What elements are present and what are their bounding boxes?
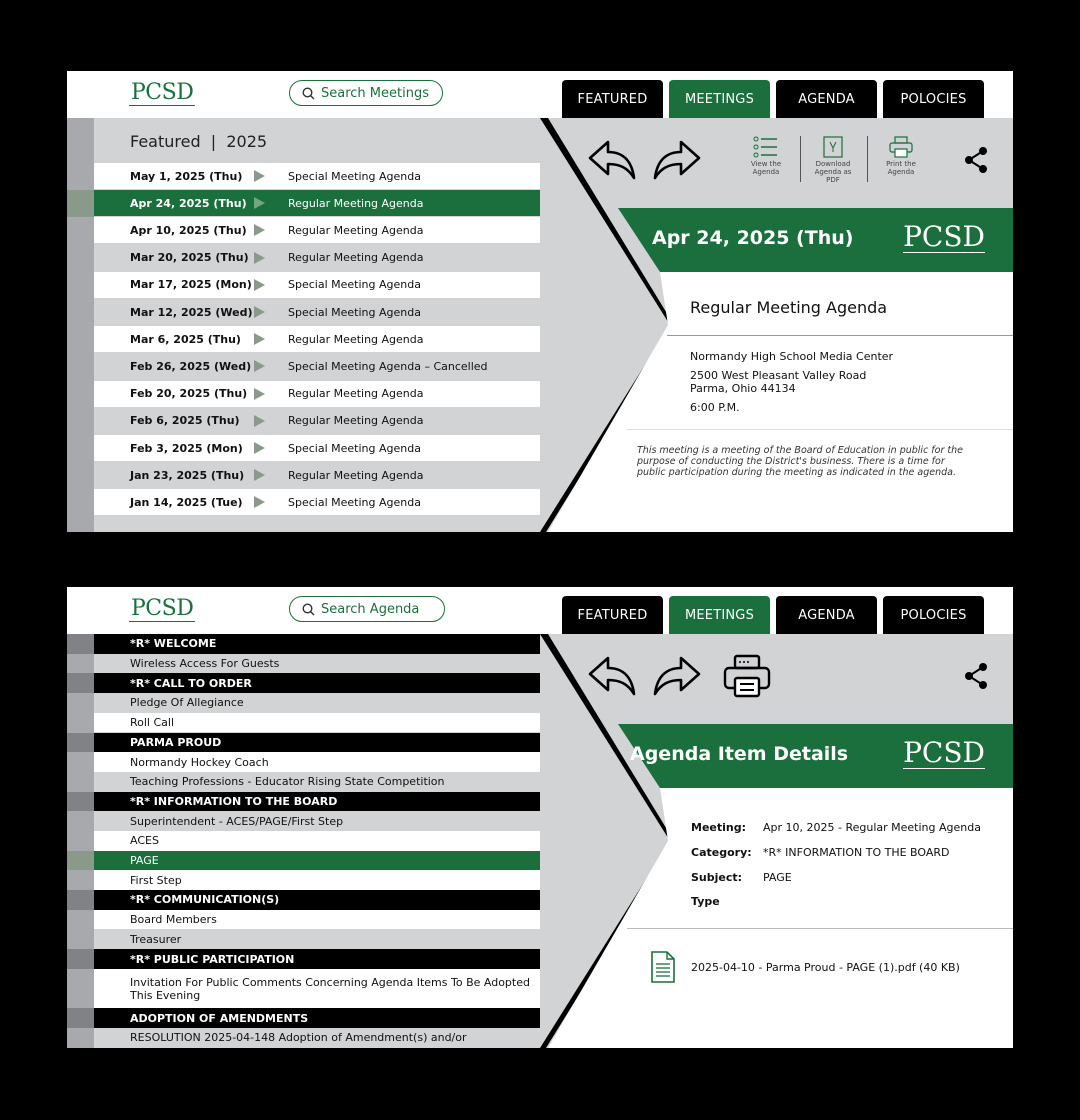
tab-agenda[interactable]: AGENDA [776,596,877,634]
agenda-section-header[interactable] [94,949,540,969]
meeting-row[interactable] [94,245,540,271]
main-tabs [562,80,984,118]
back-arrow-icon[interactable] [586,654,638,702]
meeting-date: Feb 20, 2025 (Thu) [130,387,248,401]
play-icon [254,306,265,318]
agenda-item[interactable] [94,870,540,890]
agenda-text: Board Members [130,913,217,927]
category-field-label: Category: [691,846,752,859]
meeting-date: Feb 3, 2025 (Mon) [130,441,243,455]
meeting-row[interactable] [94,190,540,216]
agenda-text: ACES [130,834,159,848]
play-icon [254,469,265,481]
left-stripe [67,118,94,532]
divider [867,136,868,182]
agenda-text: Pledge Of Allegiance [130,696,244,710]
meeting-row[interactable] [94,217,540,243]
search-icon [302,87,315,100]
stripe-block [67,811,94,831]
meeting-row[interactable] [94,435,540,461]
tab-featured[interactable]: FEATURED [562,80,663,118]
agenda-text: *R* PUBLIC PARTICIPATION [130,952,295,966]
agenda-item[interactable] [94,930,540,950]
agenda-section-header[interactable] [94,733,540,753]
meeting-title: Special Meeting Agenda [288,495,421,509]
meeting-date: Mar 20, 2025 (Thu) [130,251,249,265]
meetings-screen [67,71,1013,532]
meeting-title: Regular Meeting Agenda [288,387,424,401]
meeting-date: Feb 26, 2025 (Wed) [130,359,252,373]
stripe-block [67,752,94,772]
meeting-address-line1: 2500 West Pleasant Valley Road [690,369,867,382]
meeting-date: Apr 24, 2025 (Thu) [130,196,247,210]
print-agenda-button[interactable] [879,136,923,176]
stripe-block [67,1028,94,1048]
list-title: Featured | 2025 [130,132,268,151]
meeting-date: Apr 24, 2025 (Thu) [652,227,854,249]
view-agenda-label: View the Agenda [750,160,782,176]
agenda-text: Roll Call [130,716,175,730]
search-icon [302,603,315,616]
pcsd-logo-white: PCSD [903,736,985,769]
tab-meetings[interactable]: MEETINGS [669,596,770,634]
stripe-block [67,930,94,950]
forward-arrow-icon[interactable] [651,654,703,702]
stripe-block [67,969,94,1009]
meeting-date: Jan 23, 2025 (Thu) [130,468,245,482]
search-label: Search Agenda [321,601,420,617]
agenda-text: *R* CALL TO ORDER [130,676,252,690]
stripe-block [67,831,94,851]
meeting-field-label: Meeting: [691,821,746,834]
detail-divider [627,928,1013,929]
category-field [691,846,950,859]
meeting-row[interactable] [94,326,540,352]
agenda-item[interactable] [94,772,540,792]
play-icon [254,224,265,236]
play-icon [254,388,265,400]
download-pdf-label: Download Agenda as PDF [814,160,852,184]
play-icon [254,442,265,454]
agenda-section-header[interactable] [94,634,540,654]
stripe-block [67,851,94,871]
agenda-section-header[interactable] [94,673,540,693]
meeting-date: Feb 6, 2025 (Thu) [130,414,240,428]
play-icon [254,360,265,372]
meeting-row[interactable] [94,462,540,488]
meeting-date: Mar 17, 2025 (Mon) [130,278,252,292]
agenda-text: PAGE [130,854,159,868]
meeting-note: This meeting is a meeting of the Board of Education in public for the purpose of conducting the District's business. There is a time for public participation during the meeting as indicated in the agenda. [637,445,963,478]
agenda-text: First Step [130,873,182,887]
play-icon [254,415,265,427]
pcsd-logo[interactable]: PCSD [131,80,194,105]
stripe-block [67,949,94,969]
meetings-body [67,118,1013,532]
meeting-title: Special Meeting Agenda – Cancelled [288,359,488,373]
meeting-field [691,821,981,834]
meeting-address-line2: Parma, Ohio 44134 [690,382,796,395]
meeting-title: Regular Meeting Agenda [288,332,424,346]
pdf-icon [823,136,843,158]
agenda-text: Superintendent - ACES/PAGE/First Step [130,814,344,828]
title-divider [667,335,1013,336]
play-icon [254,197,265,209]
play-icon [254,170,265,182]
type-field [691,895,763,908]
agenda-item[interactable] [94,654,540,674]
meeting-title: Special Meeting Agenda [288,169,421,183]
agenda-text: ADOPTION OF AMENDMENTS [130,1011,309,1025]
meeting-date: Apr 10, 2025 (Thu) [130,223,247,237]
print-agenda-label: Print the Agenda [886,160,916,176]
meeting-row[interactable] [94,489,540,515]
view-agenda-button[interactable] [745,136,787,176]
pcsd-logo-white: PCSD [903,220,985,253]
agenda-item[interactable] [94,910,540,930]
subject-field-value: PAGE [763,871,792,884]
agenda-body [67,634,1013,1048]
meeting-time: 6:00 P.M. [690,401,740,414]
meeting-field-value: Apr 10, 2025 - Regular Meeting Agenda [763,821,981,834]
meeting-row[interactable] [94,272,540,298]
tab-policies[interactable]: POLOCIES [883,596,984,634]
search-meetings-button[interactable] [289,80,443,106]
meeting-row[interactable] [94,299,540,325]
agenda-item[interactable] [94,1028,540,1048]
agenda-item[interactable] [94,851,540,871]
meeting-date-band [618,208,1013,271]
stripe-block [67,890,94,910]
meeting-title: Regular Meeting Agenda [288,223,424,237]
attachment-filename: 2025-04-10 - Parma Proud - PAGE (1).pdf (40 KB) [691,960,960,974]
stripe-block [67,190,94,217]
agenda-text: *R* WELCOME [130,637,217,651]
type-field-label: Type [691,895,720,908]
agenda-item[interactable] [94,831,540,851]
note-divider [627,429,1013,430]
agenda-text: Treasurer [130,932,182,946]
meeting-title: Regular Meeting Agenda [288,468,424,482]
meeting-title: Regular Meeting Agenda [288,414,424,428]
stripe-block [67,713,94,733]
meeting-date: Jan 14, 2025 (Tue) [130,495,243,509]
stripe-block [67,772,94,792]
forward-arrow-icon[interactable] [651,138,703,186]
stripe-block [67,673,94,693]
play-icon [254,333,265,345]
tab-meetings[interactable]: MEETINGS [669,80,770,118]
meeting-location: Normandy High School Media Center [690,350,894,363]
divider [800,136,801,182]
meeting-row[interactable] [94,408,540,434]
subject-field [691,871,792,884]
stripe-block [67,733,94,753]
share-icon[interactable] [963,146,989,178]
left-stripe [67,634,94,1048]
meeting-row[interactable] [94,381,540,407]
agenda-text: Normandy Hockey Coach [130,755,269,769]
printer-icon[interactable] [723,654,771,702]
agenda-section-header[interactable] [94,792,540,812]
agenda-text: RESOLUTION 2025-04-148 Adoption of Amendment(s) and/or [130,1031,467,1045]
category-field-value: *R* INFORMATION TO THE BOARD [763,846,950,859]
meeting-title: Special Meeting Agenda [288,441,421,455]
stripe-block [67,910,94,930]
stripe-block [67,792,94,812]
download-pdf-button[interactable] [809,136,857,184]
search-label: Search Meetings [321,85,429,101]
play-icon [254,496,265,508]
agenda-item[interactable] [94,969,540,1009]
stripe-block [67,634,94,654]
agenda-detail-band [618,724,1013,787]
agenda-detail-heading: Agenda Item Details [630,743,849,765]
meeting-title: Regular Meeting Agenda [288,251,424,265]
stripe-block [67,1008,94,1028]
document-icon [650,950,676,984]
agenda-section-header[interactable] [94,1008,540,1028]
meeting-date: Mar 12, 2025 (Wed) [130,305,253,319]
tab-policies[interactable]: POLOCIES [883,80,984,118]
search-agenda-button[interactable] [289,596,445,622]
stripe-block [67,693,94,713]
play-icon [254,252,265,264]
meeting-title: Regular Meeting Agenda [288,196,424,210]
printer-icon [889,136,913,158]
main-tabs [562,596,984,634]
tab-agenda[interactable]: AGENDA [776,80,877,118]
agenda-item[interactable] [94,811,540,831]
agenda-item[interactable] [94,693,540,713]
agenda-text: *R* INFORMATION TO THE BOARD [130,794,338,808]
agenda-text: Wireless Access For Guests [130,657,280,671]
attachment-link[interactable] [650,950,960,984]
meeting-title: Special Meeting Agenda [288,305,421,319]
agenda-text: Invitation For Public Comments Concerning Agenda Items To Be Adopted This Evening [130,975,530,1002]
agenda-screen [67,587,1013,1048]
meeting-title: Regular Meeting Agenda [690,298,888,317]
tab-featured[interactable]: FEATURED [562,596,663,634]
pcsd-logo[interactable]: PCSD [131,596,194,621]
agenda-text: PARMA PROUD [130,735,222,749]
stripe-block [67,870,94,890]
agenda-item[interactable] [94,713,540,733]
back-arrow-icon[interactable] [586,138,638,186]
meeting-date: Mar 6, 2025 (Thu) [130,332,241,346]
meeting-row[interactable] [94,353,540,379]
share-icon[interactable] [963,662,989,694]
stripe-block [67,654,94,674]
agenda-item[interactable] [94,752,540,772]
meeting-title: Special Meeting Agenda [288,278,421,292]
meeting-date: May 1, 2025 (Thu) [130,169,243,183]
meeting-row[interactable] [94,163,540,189]
play-icon [254,279,265,291]
agenda-text: *R* COMMUNICATION(S) [130,893,280,907]
agenda-text: Teaching Professions - Educator Rising State Competition [130,775,445,789]
agenda-section-header[interactable] [94,890,540,910]
subject-field-label: Subject: [691,871,743,884]
list-icon [753,136,779,158]
